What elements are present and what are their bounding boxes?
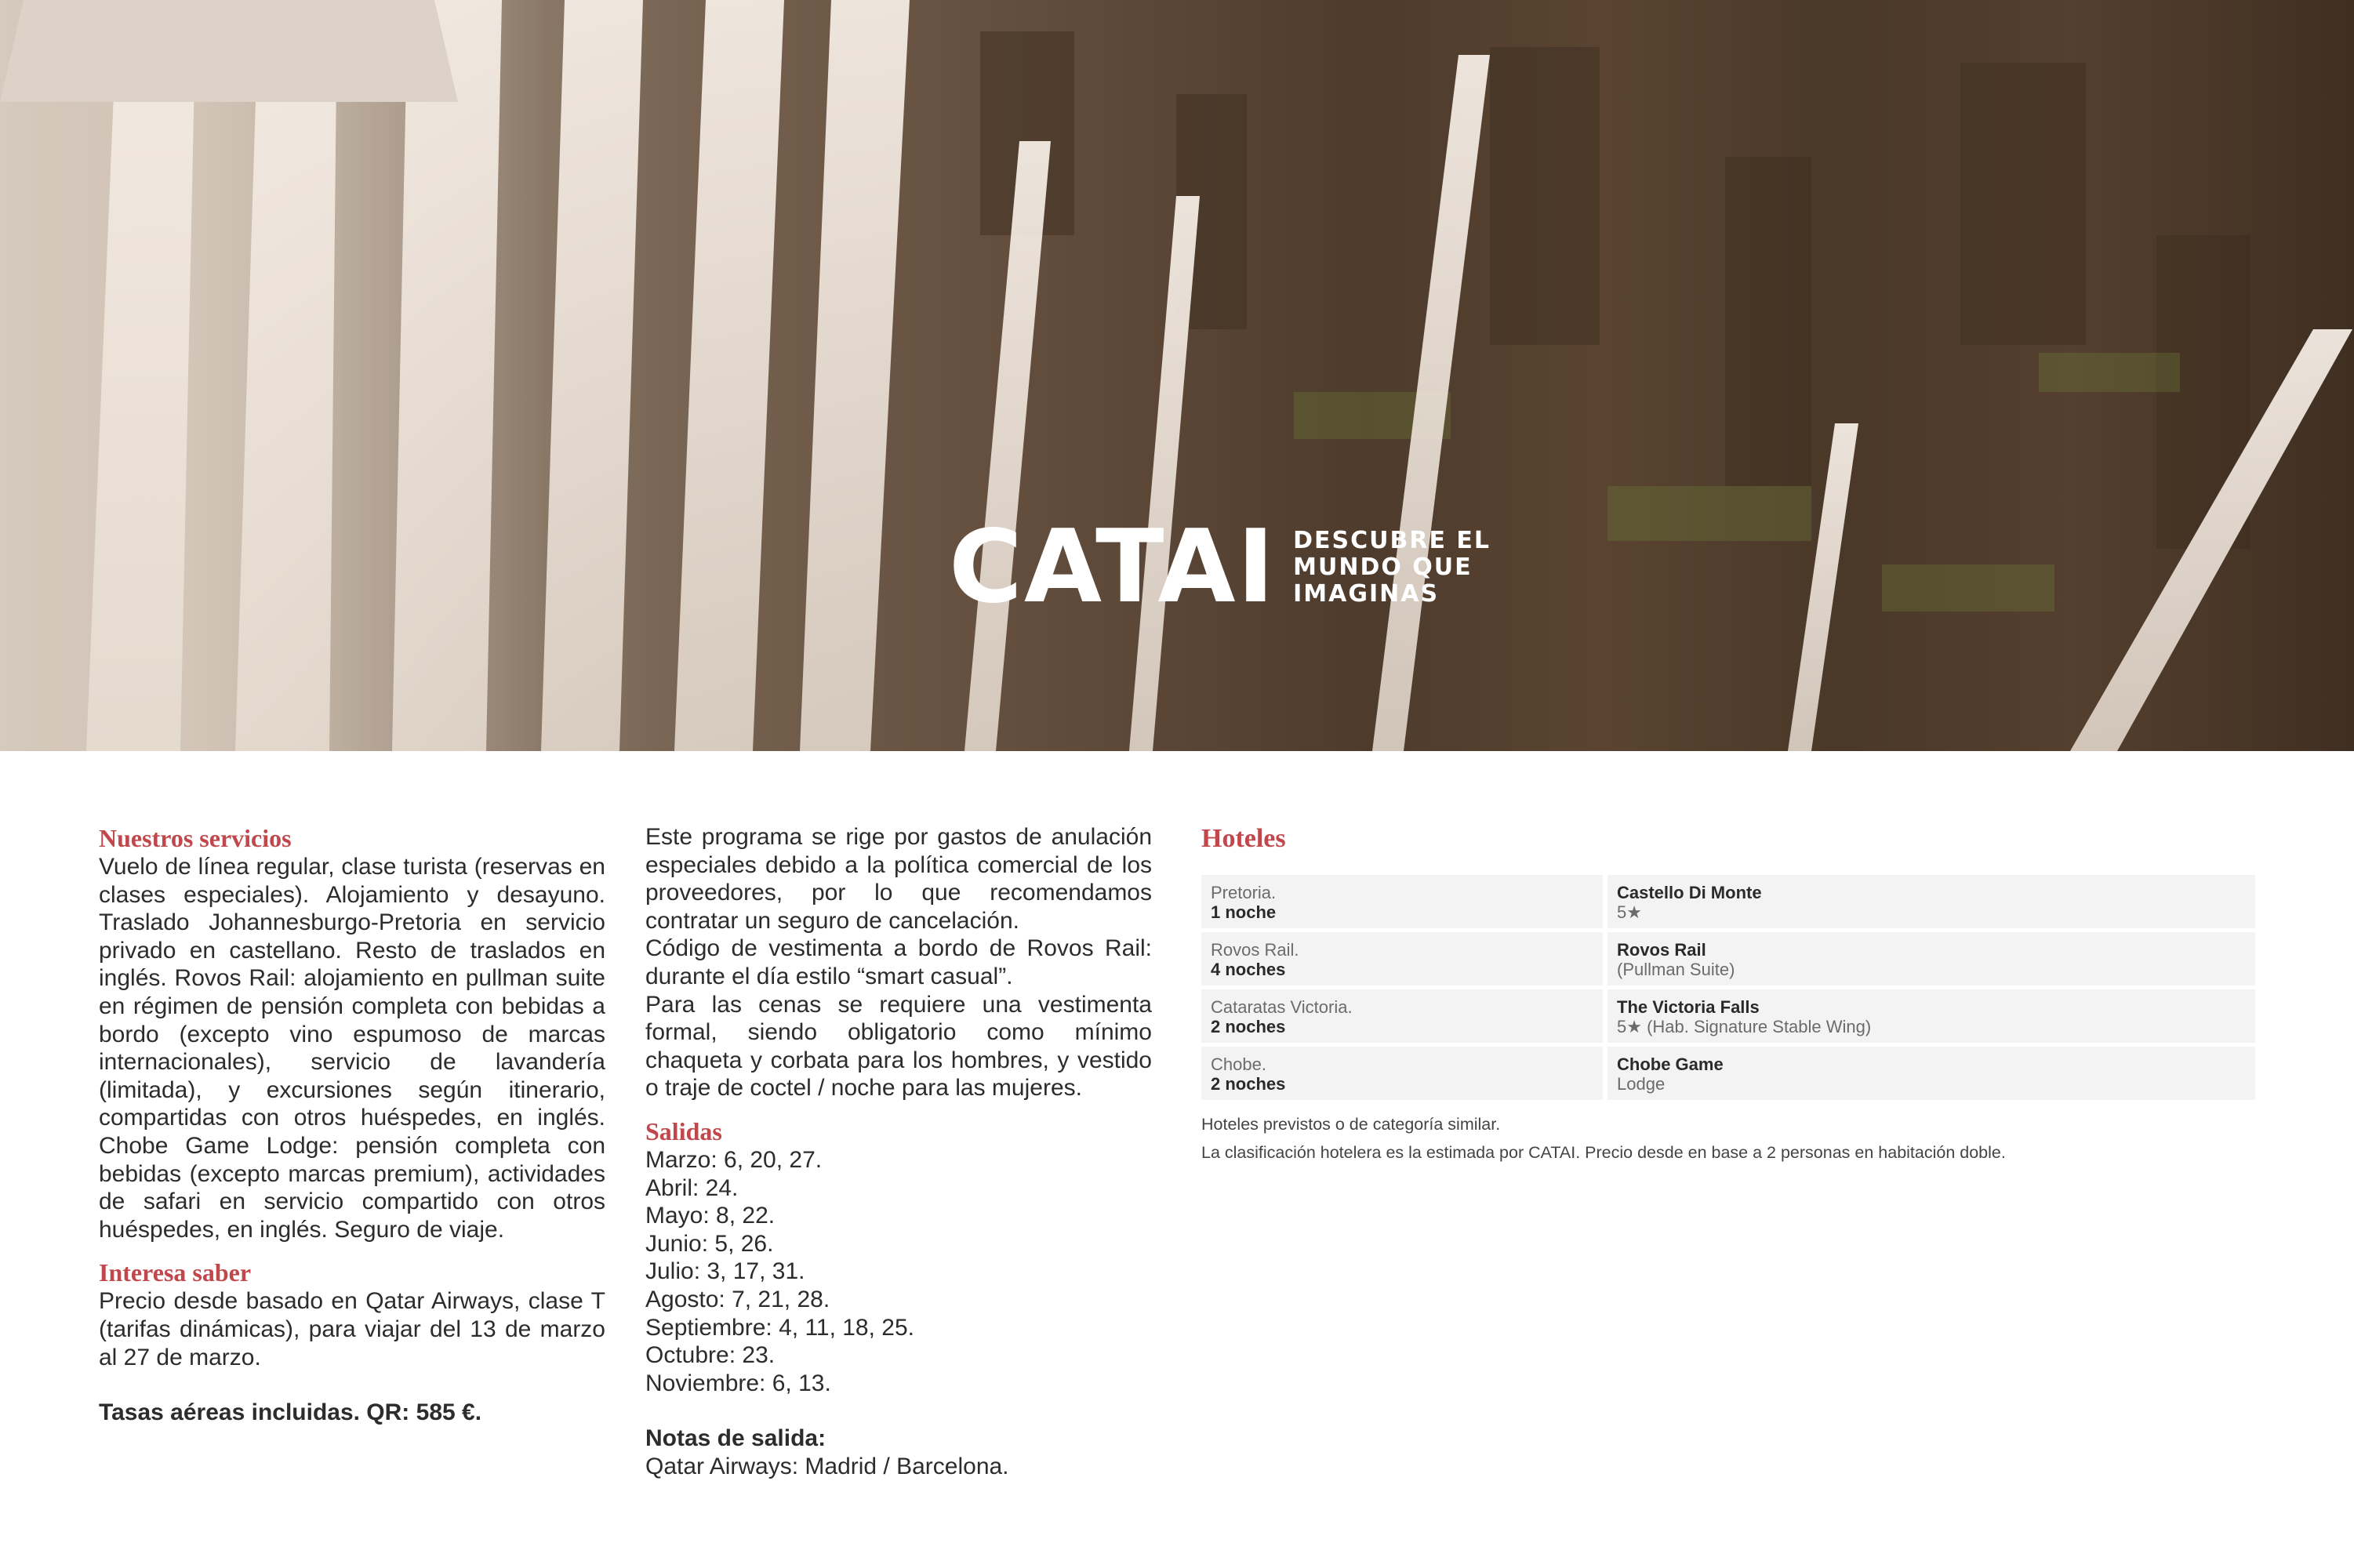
list-item: Marzo: 6, 20, 27. <box>645 1146 823 1173</box>
tagline-line: IMAGINAS <box>1293 580 1440 608</box>
notas-heading: Notas de salida: <box>645 1425 826 1452</box>
hotel-category: 5★ <box>1617 902 1642 922</box>
hotel-place: Pretoria. <box>1211 883 1277 902</box>
hotel-name-cell <box>1607 875 2255 928</box>
table-row <box>1201 875 2255 928</box>
hotel-category: 5★ (Hab. Signature Stable Wing) <box>1617 1017 1872 1036</box>
hotel-place: Chobe. <box>1211 1054 1266 1074</box>
hotel-place: Rovos Rail. <box>1211 940 1299 960</box>
hotel-name: Castello Di Monte <box>1617 883 1762 902</box>
cenas-text: Para las cenas se requiere una vestimenta formal, siendo obligatorio como mínimo chaqueta y corbata para los hombres, y vestido o traje de coctel / noche para las mujeres. <box>645 991 1152 1102</box>
waterfall-illustration <box>0 0 2354 751</box>
list-item: Junio: 5, 26. <box>645 1230 774 1257</box>
hotel-location-cell <box>1201 932 1603 985</box>
hotel-category: Lodge <box>1617 1074 1666 1094</box>
hero-image <box>0 0 2354 751</box>
salidas-heading: Salidas <box>645 1116 722 1145</box>
list-item: Agosto: 7, 21, 28. <box>645 1286 830 1312</box>
column-conditions <box>645 823 1152 1480</box>
tasas-text: Tasas aéreas incluidas. QR: 585 €. <box>99 1399 482 1426</box>
tagline-line: MUNDO QUE <box>1293 554 1473 581</box>
column-services <box>99 823 605 1427</box>
hotel-nights: 4 noches <box>1211 960 1286 979</box>
brand-name: CATAI <box>949 509 1277 626</box>
notas-text: Qatar Airways: Madrid / Barcelona. <box>645 1453 1009 1479</box>
hotel-name-cell <box>1607 932 2255 985</box>
list-item: Noviembre: 6, 13. <box>645 1370 831 1396</box>
hotel-name-cell <box>1607 989 2255 1043</box>
hero-tab <box>0 0 458 102</box>
interesa-heading: Interesa saber <box>99 1258 252 1287</box>
vestimenta-text: Código de vestimenta a bordo de Rovos Rail: durante el día estilo “smart casual”. <box>645 935 1152 989</box>
list-item: Abril: 24. <box>645 1174 739 1201</box>
servicios-heading: Nuestros servicios <box>99 824 292 852</box>
anulacion-text: Este programa se rige por gastos de anulación especiales debido a la política comercial de los proveedores, por lo que recomendamos contratar un seguro de cancelación. <box>645 824 1152 934</box>
hotel-location-cell <box>1201 989 1603 1043</box>
hotel-name: Chobe Game <box>1617 1054 1724 1074</box>
hotel-nights: 2 noches <box>1211 1017 1286 1036</box>
list-item: Septiembre: 4, 11, 18, 25. <box>645 1314 914 1341</box>
list-item: Julio: 3, 17, 31. <box>645 1258 805 1285</box>
interesa-text: Precio desde basado en Qatar Airways, clase T (tarifas dinámicas), para viajar del 13 de marzo al 27 de marzo. <box>99 1288 605 1370</box>
hotel-nights: 2 noches <box>1211 1074 1286 1094</box>
hotel-category: (Pullman Suite) <box>1617 960 1735 979</box>
hotel-location-cell <box>1201 1047 1603 1100</box>
catai-logo <box>949 509 1491 626</box>
tagline-line: DESCUBRE EL <box>1293 527 1491 554</box>
hotel-nights: 1 noche <box>1211 902 1277 922</box>
hotel-place: Cataratas Victoria. <box>1211 997 1353 1017</box>
list-item: Octubre: 23. <box>645 1342 776 1369</box>
servicios-text: Vuelo de línea regular, clase turista (reservas en clases especiales). Alojamiento y desayuno. Traslado Johannesburgo-Pretoria en servicio privado en castellano. Resto de traslados en inglés. Rovos Rail: alojamiento en pullman suite en régimen de pensión completa con bebidas a bordo (excepto vino espumoso de marcas internacionales), servicio de lavandería (limitada), y excursiones según itinerario, compartidas con otros huéspedes, en inglés. Chobe Game Lodge: pensión completa con bebidas (excepto marcas premium), actividades de safari en servicio compartido con otros huéspedes, en inglés. Seguro de viaje. <box>99 854 605 1243</box>
salidas-list <box>645 1146 1152 1397</box>
table-row <box>1201 932 2255 985</box>
table-row <box>1201 989 2255 1043</box>
hotel-note: Hoteles previstos o de categoría similar. <box>1201 1115 1501 1134</box>
hotel-classification-note: La clasificación hotelera es la estimada por CATAI. Precio desde en base a 2 personas en habitación doble. <box>1201 1143 2006 1162</box>
hotel-name: The Victoria Falls <box>1617 997 1760 1017</box>
brand-tagline <box>1293 528 1491 608</box>
column-hotels <box>1201 823 2255 1167</box>
hotel-name: Rovos Rail <box>1617 940 1706 960</box>
list-item: Mayo: 8, 22. <box>645 1203 776 1229</box>
hoteles-heading: Hoteles <box>1201 824 1286 853</box>
table-row <box>1201 1047 2255 1100</box>
hotel-name-cell <box>1607 1047 2255 1100</box>
hotel-location-cell <box>1201 875 1603 928</box>
hotels-table <box>1201 875 2255 1100</box>
